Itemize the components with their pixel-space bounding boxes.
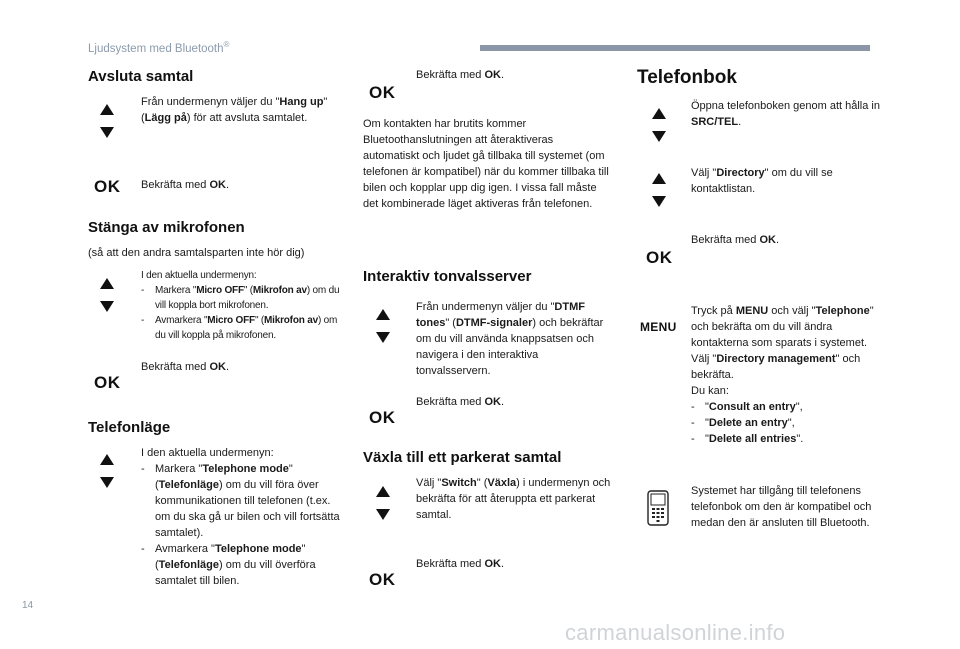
text-run: " ( [445, 317, 456, 329]
text-run: Telephone mode [214, 543, 302, 555]
text-run: Markera " [155, 463, 203, 475]
text-run: . [500, 396, 505, 408]
text-run: " och bekräfta. [691, 353, 861, 381]
text-run: . [500, 69, 505, 81]
text-run: OK [484, 69, 501, 81]
heading-parkerat-samtal: Växla till ett parkerat samtal [363, 449, 562, 466]
text-run: Öppna telefonboken genom att hålla in [691, 100, 880, 112]
text-run: Mikrofon av [264, 315, 318, 326]
text-run: Directory [716, 167, 765, 179]
heading-stanga-mikrofonen: Stänga av mikrofonen [88, 219, 245, 236]
text-run: OK [759, 234, 776, 246]
text-run: MENU [735, 305, 769, 317]
text-run: Delete all entries [708, 433, 797, 445]
confirm-ok-text [416, 67, 504, 83]
text-run: och välj " [768, 305, 816, 317]
text-run: . [500, 558, 505, 570]
up-down-arrows-icon [376, 309, 390, 343]
text-run: Avmarkera " [155, 543, 215, 555]
text-run: Välj " [416, 477, 442, 489]
list-item [141, 283, 341, 313]
up-down-arrows-icon [100, 278, 114, 312]
section-header [88, 40, 229, 55]
text-run: " ( [155, 463, 293, 491]
text-run: . [738, 116, 742, 128]
text-run: Bekräfta med [141, 179, 210, 191]
header-divider-bar [480, 45, 870, 51]
confirm-ok-text [691, 232, 779, 248]
text-run: Bekräfta med [416, 558, 485, 570]
dtmf-instructions [416, 299, 612, 379]
up-down-arrows-icon [100, 104, 114, 138]
ok-button-icon: OK [369, 408, 396, 427]
up-down-arrows-icon [376, 486, 390, 520]
text-run: Bekräfta med [691, 234, 760, 246]
text-run: I den aktuella undermenyn: [141, 447, 274, 459]
subtitle-mikrofonen: (så att den andra samtalsparten inte hör dig) [88, 247, 305, 259]
text-run: OK [209, 179, 226, 191]
text-run: OK [209, 361, 226, 373]
text-run: " ( [243, 285, 253, 296]
text-run: " om du vill se kontaktlistan. [691, 167, 833, 195]
text-run: Från undermenyn väljer du " [141, 96, 280, 108]
text-run: Växla [487, 477, 517, 489]
page-number: 14 [22, 600, 34, 611]
text-run: Markera " [155, 285, 197, 296]
switch-instructions [416, 475, 612, 523]
text-run: Telefonläge [158, 479, 219, 491]
phonebook-note: Systemet har tillgång till telefonens telefonbok om den är kompatibel och medan den är ansluten till Bluetooth. [691, 485, 872, 529]
reconnect-paragraph: Om kontakten har brutits kommer Bluetoothanslutningen att återaktiveras automatiskt och ljudet gå tillbaka till systemet (om telefonen är kompatibel) när du kommer tillbaka till bilen och kopplar upp dig igen. I vissa fall måste det kombinerade läget aktiveras från telefonen. [363, 118, 609, 210]
text-run: Bekräfta med [416, 69, 485, 81]
text-run: " och bekräfta om du vill ändra kontakterna som sparats i systemet. [691, 305, 874, 349]
text-run: ) och bekräftar om du vill använda knappsatsen och navigera i den interaktiva tonvalsservern. [416, 317, 604, 377]
mikrofon-instructions [141, 268, 341, 343]
text-run: " ( [476, 477, 488, 489]
text-run: Välj " [691, 167, 717, 179]
list-item [141, 541, 341, 589]
text-run: Consult an entry [708, 401, 796, 413]
section-header-title: Ljudsystem med Bluetooth [88, 42, 224, 55]
heading-tonvalsserver: Interaktiv tonvalsserver [363, 268, 532, 285]
list-item [141, 313, 341, 343]
text-run: Switch [441, 477, 477, 489]
paragraph-hang-up [141, 94, 331, 126]
watermark: carmanualsonline.info [565, 620, 786, 645]
heading-telefonlage: Telefonläge [88, 419, 171, 436]
text-run: Bekräfta med [141, 361, 210, 373]
menu-button-icon: MENU [640, 320, 677, 334]
text-run: Directory management [716, 353, 836, 365]
telefonbok-open-text [691, 98, 891, 130]
text-run: ", [795, 401, 803, 413]
telefonlage-instructions [141, 445, 341, 589]
text-run: Från undermenyn väljer du " [416, 301, 555, 313]
text-run: Lägg på [144, 112, 187, 124]
ok-button-icon: OK [646, 248, 673, 267]
list-item [141, 461, 341, 541]
text-run: . [775, 234, 780, 246]
mobile-phone-icon [647, 490, 669, 531]
confirm-ok-text [141, 359, 229, 375]
text-run: Du kan: [691, 385, 729, 397]
up-down-arrows-icon [652, 108, 666, 142]
heading-avsluta-samtal: Avsluta samtal [88, 68, 194, 85]
text-run: OK [484, 558, 501, 570]
registered-mark: ® [223, 40, 230, 49]
text-run: Hang up [279, 96, 324, 108]
list-item: - "Consult an entry", [691, 399, 891, 415]
up-down-arrows-icon [652, 173, 666, 207]
text-run: ) i undermenyn och bekräfta för att återuppta ett parkerat samtal. [416, 477, 611, 521]
text-run: . [225, 361, 230, 373]
text-run: " ( [141, 96, 328, 124]
text-run: Avmarkera " [155, 315, 208, 326]
text-run: ) om du vill föra över kommunikationen till telefonen (t.ex. om du ska gå ur bilen och vill fortsätta samtalet). [155, 479, 340, 539]
list-item: - "Delete an entry", [691, 415, 891, 431]
menu-instructions [691, 303, 891, 447]
text-run: OK [484, 396, 501, 408]
ok-button-icon: OK [369, 83, 396, 102]
text-run: DTMF-signaler [455, 317, 533, 329]
ok-button-icon: OK [369, 570, 396, 589]
text-run: Telefonläge [158, 559, 219, 571]
confirm-ok-text [141, 177, 229, 193]
text-run: Micro OFF [196, 285, 244, 296]
text-run: Välj " [691, 353, 717, 365]
text-run: ) om du vill koppla bort mikrofonen. [155, 285, 340, 311]
text-run: Micro OFF [207, 315, 255, 326]
text-run: " ( [155, 543, 306, 571]
text-run: SRC/TEL [691, 116, 739, 128]
text-run: . [225, 179, 230, 191]
text-run: Bekräfta med [416, 396, 485, 408]
text-run: Tryck på [691, 305, 736, 317]
list-item: - "Delete all entries". [691, 431, 891, 447]
text-run: I den aktuella undermenyn: [141, 270, 257, 281]
text-run: Delete an entry [708, 417, 788, 429]
text-run: Mikrofon av [252, 285, 307, 296]
text-run: ", [787, 417, 795, 429]
text-run: " ( [254, 315, 265, 326]
directory-text [691, 165, 891, 197]
text-run: ) för att avsluta samtalet. [186, 112, 308, 124]
text-run: Telephone [815, 305, 870, 317]
text-run: DTMF tones [416, 301, 585, 329]
ok-button-icon: OK [94, 373, 121, 392]
ok-button-icon: OK [94, 177, 121, 196]
text-run: ) om du vill överföra samtalet till bilen. [155, 559, 316, 587]
text-run: ) om du vill koppla på mikrofonen. [155, 315, 338, 341]
up-down-arrows-icon [100, 454, 114, 488]
heading-telefonbok: Telefonbok [637, 67, 737, 88]
text-run: ". [796, 433, 804, 445]
confirm-ok-text [416, 394, 504, 410]
text-run: Telephone mode [202, 463, 289, 475]
confirm-ok-text [416, 556, 504, 572]
